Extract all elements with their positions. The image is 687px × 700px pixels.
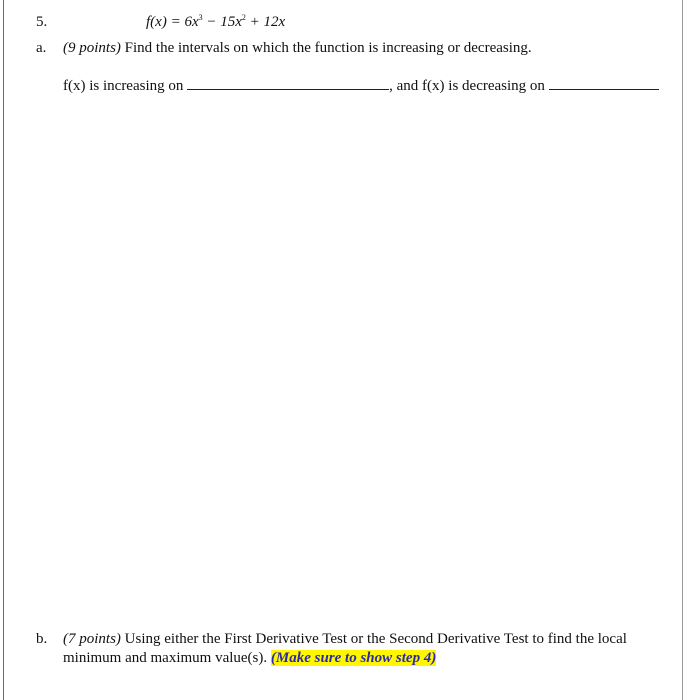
part-b-question-line1: [63, 631, 627, 648]
part-a-instruction: Find the intervals on which the function is increasing or decreasing.: [120, 40, 532, 56]
formula-term-3: + 12x: [245, 14, 286, 30]
function-definition: [146, 14, 285, 31]
part-a-points: (9 points): [63, 40, 121, 56]
part-b-line1: Using either the First Derivative Test or the Second Derivative Test to find the local: [120, 631, 627, 647]
decreasing-prefix: , and f(x) is decreasing on: [389, 78, 545, 94]
problem-number: 5.: [36, 14, 48, 30]
left-border: [3, 0, 4, 700]
step-4-highlight: (Make sure to show step 4): [270, 650, 437, 666]
decreasing-answer-blank[interactable]: [549, 76, 659, 90]
exponent-3: 3: [198, 13, 203, 22]
right-border: [682, 0, 683, 700]
part-a-question: [63, 40, 532, 57]
part-a-label: a.: [36, 40, 47, 56]
part-b-line2: minimum and maximum value(s).: [63, 650, 271, 666]
part-b-label: b.: [36, 631, 48, 647]
exponent-2: 2: [241, 13, 246, 22]
increasing-answer-blank[interactable]: [187, 76, 389, 90]
formula-term-2: − 15x: [202, 14, 242, 30]
part-b-points: (7 points): [63, 631, 121, 647]
part-b-question-line2: [63, 650, 436, 667]
increasing-prefix: f(x) is increasing on: [63, 78, 184, 94]
formula-lhs: f(x) = 6x: [146, 14, 199, 30]
answer-line: [63, 76, 659, 95]
